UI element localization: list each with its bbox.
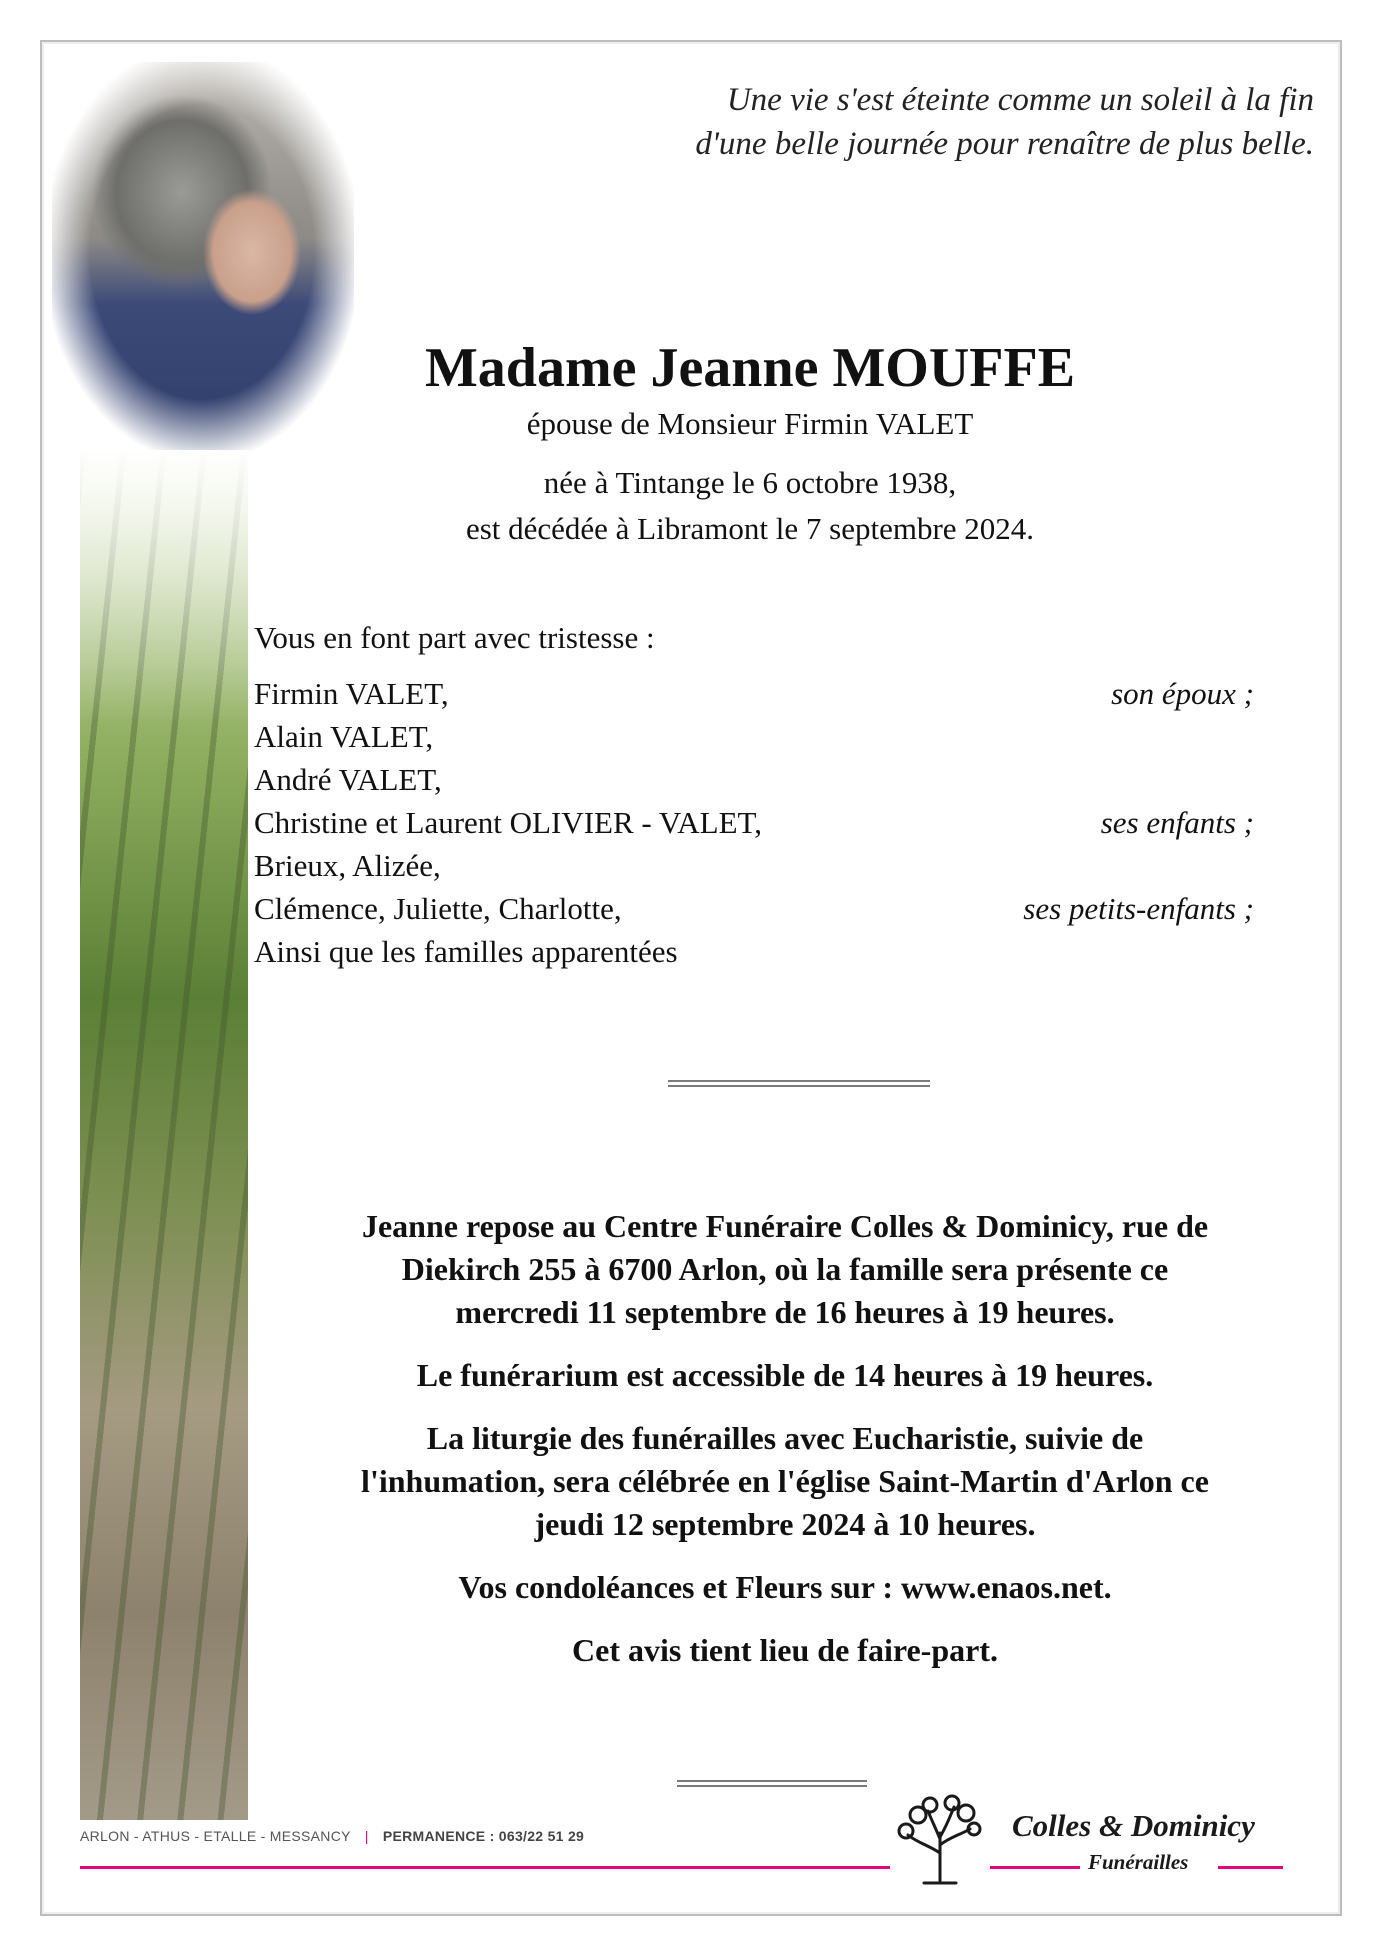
family-row xyxy=(254,844,1254,887)
tree-logo-icon xyxy=(888,1793,988,1885)
family-names: André VALET, xyxy=(254,762,442,797)
funeral-notice xyxy=(270,1205,1300,1692)
family-relation: ses petits-enfants ; xyxy=(1023,891,1254,926)
notice-funerarium-hours: Le funérarium est accessible de 14 heures à 19 heures. xyxy=(416,1357,1154,1393)
notice-faire-part: Cet avis tient lieu de faire-part. xyxy=(572,1632,998,1668)
quote-line-1: Une vie s'est éteinte comme un soleil à la fin xyxy=(726,82,1314,118)
brand-name: Colles & Dominicy xyxy=(1012,1808,1255,1843)
footer-locations: ARLON - ATHUS - ETALLE - MESSANCY xyxy=(80,1828,351,1844)
footer-contact xyxy=(80,1828,584,1844)
brand-subtitle: Funérailles xyxy=(1088,1850,1189,1874)
footer-divider xyxy=(677,1780,867,1787)
notice-line: Jeanne repose au Centre Funéraire Colles & Dominicy, rue de xyxy=(361,1208,1209,1244)
family-row xyxy=(254,887,1254,930)
family-relation: son époux ; xyxy=(1111,676,1254,711)
family-names: Ainsi que les familles apparentées xyxy=(254,934,678,969)
notice-line: jeudi 12 septembre 2024 à 10 heures. xyxy=(534,1506,1036,1542)
quote-line-2: d'une belle journée pour renaître de plus belle. xyxy=(695,126,1314,162)
birth-line: née à Tintange le 6 octobre 1938, xyxy=(543,465,957,500)
family-row xyxy=(254,758,1254,801)
family-names: Clémence, Juliette, Charlotte, xyxy=(254,891,622,926)
footer-separator: | xyxy=(364,1828,369,1844)
family-names: Brieux, Alizée, xyxy=(254,848,441,883)
footer-accent-line xyxy=(80,1866,890,1869)
notice-line: La liturgie des funérailles avec Eucharistie, suivie de xyxy=(426,1420,1144,1456)
deceased-name: Madame Jeanne MOUFFE xyxy=(424,337,1076,399)
family-list xyxy=(254,672,1254,973)
family-names: Alain VALET, xyxy=(254,719,434,754)
brand-accent-line-right xyxy=(1218,1866,1283,1869)
epitaph-quote xyxy=(554,78,1314,166)
spouse-line: épouse de Monsieur Firmin VALET xyxy=(526,406,974,441)
family-relation: ses enfants ; xyxy=(1100,805,1254,840)
notice-line: Diekirch 255 à 6700 Arlon, où la famille sera présente ce xyxy=(401,1251,1169,1287)
family-row xyxy=(254,801,1254,844)
notice-condolences: Vos condoléances et Fleurs sur : www.enaos.net. xyxy=(458,1569,1112,1605)
family-row xyxy=(254,672,1254,715)
family-row xyxy=(254,715,1254,758)
family-row xyxy=(254,930,1254,973)
notice-line: mercredi 11 septembre de 16 heures à 19 heures. xyxy=(455,1294,1115,1330)
family-names: Firmin VALET, xyxy=(254,676,449,711)
brand-accent-line-left xyxy=(990,1866,1080,1869)
notice-liturgy xyxy=(270,1417,1300,1546)
section-divider xyxy=(668,1080,930,1087)
footer-permanence: PERMANENCE : 063/22 51 29 xyxy=(382,1828,585,1844)
forest-path-image xyxy=(80,450,248,1820)
family-names: Christine et Laurent OLIVIER - VALET, xyxy=(254,805,762,840)
life-dates xyxy=(300,460,1200,552)
notice-visitation xyxy=(270,1205,1300,1334)
notice-line: l'inhumation, sera célébrée en l'église Saint-Martin d'Arlon ce xyxy=(361,1463,1209,1499)
death-line: est décédée à Libramont le 7 septembre 2024. xyxy=(465,511,1035,546)
family-intro: Vous en font part avec tristesse : xyxy=(254,620,655,655)
